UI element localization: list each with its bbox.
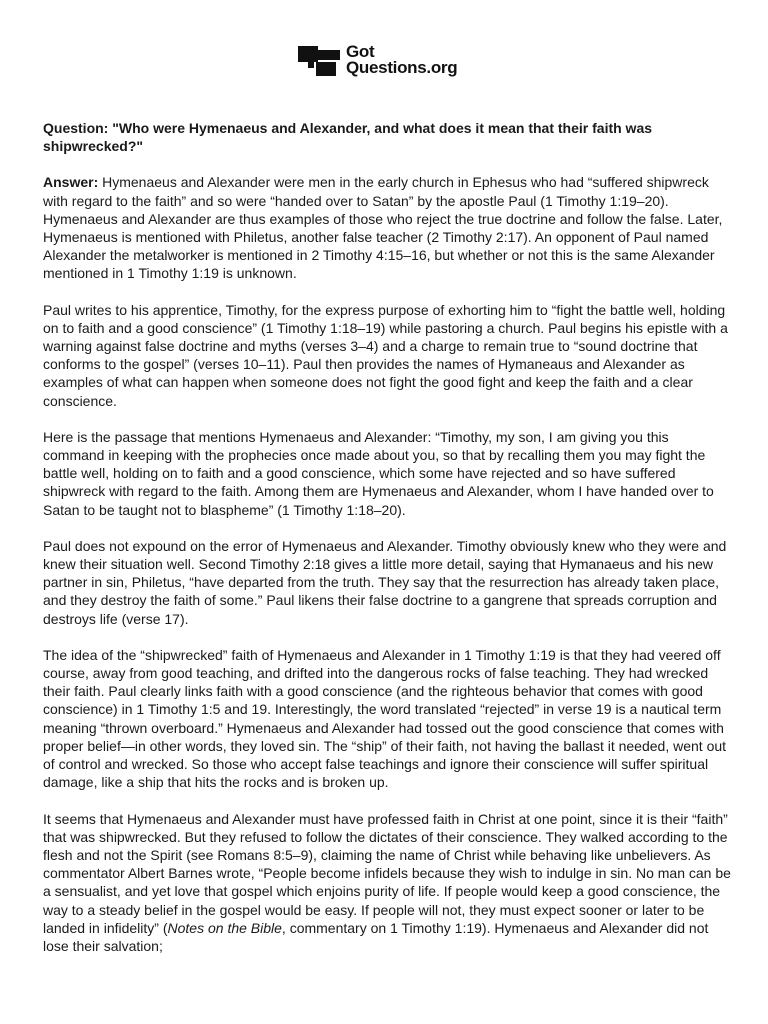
paragraph-6-text-b: , commentary on 1 Timothy 1:19). Hymenaeus and Alexander did not lose their salvation;	[43, 919, 709, 954]
logo-line-1: Got	[346, 42, 375, 61]
logo-line-2: Questions.org	[346, 58, 458, 77]
article-body	[43, 119, 731, 973]
logo-wordmark	[346, 42, 457, 76]
gotquestions-logo-icon	[298, 42, 342, 78]
site-logo[interactable]	[298, 42, 457, 82]
paragraph-4: Paul does not expound on the error of Hymenaeus and Alexander. Timothy obviously knew who they were and knew their situation well. Second Timothy 2:18 gives a little more detail, saying that Hymanaeus and his new partner in sin, Philetus, “have departed from the truth. They say that the resurrection has already taken place, and they destroy the faith of some.” Paul likens their false doctrine to a gangrene that spreads corruption and destroys life (verse 17).	[43, 537, 727, 627]
question-heading: Question: "Who were Hymenaeus and Alexander, and what does it mean that their faith was shipwrecked?"	[43, 120, 653, 155]
paragraph-5: The idea of the “shipwrecked” faith of Hymenaeus and Alexander in 1 Timothy 1:19 is that they had veered off course, away from good teaching, and drifted into the dangerous rocks of false teaching. They had wrecked their faith. Paul clearly links faith with a good conscience (and the righteous behavior that comes with good conscience) in 1 Timothy 1:5 and 19. Interestingly, the word translated “rejected” in verse 19 is a nautical term meaning “thrown overboard.” Hymenaeus and Alexander had tossed out the good conscience that comes with proper belief—in other words, they loved sin. The “ship” of their faith, not having the ballast it needed, went out of control and wrecked. So those who accept false teachings and ignore their conscience will suffer spiritual damage, like a ship that hits the rocks and is broken up.	[43, 646, 727, 791]
paragraph-6-text-a: It seems that Hymenaeus and Alexander must have professed faith in Christ at one point, since it is their “faith” that was shipwrecked. But they refused to follow the dictates of their conscience. They walked according to the flesh and not the Spirit (see Romans 8:5–9), claiming the name of Christ while behaving like unbelievers. As commentator Albert Barnes wrote, “People become infidels because they wish to indulge in sin. No man can be a sensualist, and yet love that gospel which enjoins purity of life. If people would keep a good conscience, the way to a steady belief in the gospel would be easy. If people will not, they must expect sooner or later to be landed in infidelity” (	[43, 810, 731, 936]
answer-label: Answer:	[43, 174, 99, 191]
answer-paragraph-1	[43, 173, 731, 282]
answer-text: Hymenaeus and Alexander were men in the early church in Ephesus who had “suffered shipwreck with regard to the faith” and so were “handed over to Satan” by the apostle Paul (1 Timothy 1:19–20). Hymenaeus and Alexander are thus examples of those who reject the true doctrine and follow the false. Later, Hymenaeus is mentioned with Philetus, another false teacher (2 Timothy 2:17). An opponent of Paul named Alexander the metalworker is mentioned in 2 Timothy 4:15–16, but whether or not this is the same Alexander mentioned in 1 Timothy 1:19 is unknown.	[43, 174, 723, 282]
paragraph-6	[43, 810, 731, 956]
book-title: Notes on the Bible	[167, 919, 282, 936]
paragraph-3: Here is the passage that mentions Hymenaeus and Alexander: “Timothy, my son, I am giving you this command in keeping with the prophecies once made about you, so that by recalling them you may fight the battle well, holding on to faith and a good conscience, which some have rejected and so have suffered shipwreck with regard to the faith. Among them are Hymenaeus and Alexander, whom I have handed over to Satan to be taught not to blaspheme” (1 Timothy 1:18–20).	[43, 428, 714, 518]
paragraph-2: Paul writes to his apprentice, Timothy, for the express purpose of exhorting him to “fight the battle well, holding on to faith and a good conscience” (1 Timothy 1:18–19) while pastoring a church. Paul begins his epistle with a warning against false doctrine and myths (verses 3–4) and a charge to remain true to “sound doctrine that conforms to the gospel” (verses 10–11). Paul then provides the names of Hymaneaus and Alexander as examples of what can happen when someone does not fight the good fight and keep the faith and a clear conscience.	[43, 301, 728, 409]
